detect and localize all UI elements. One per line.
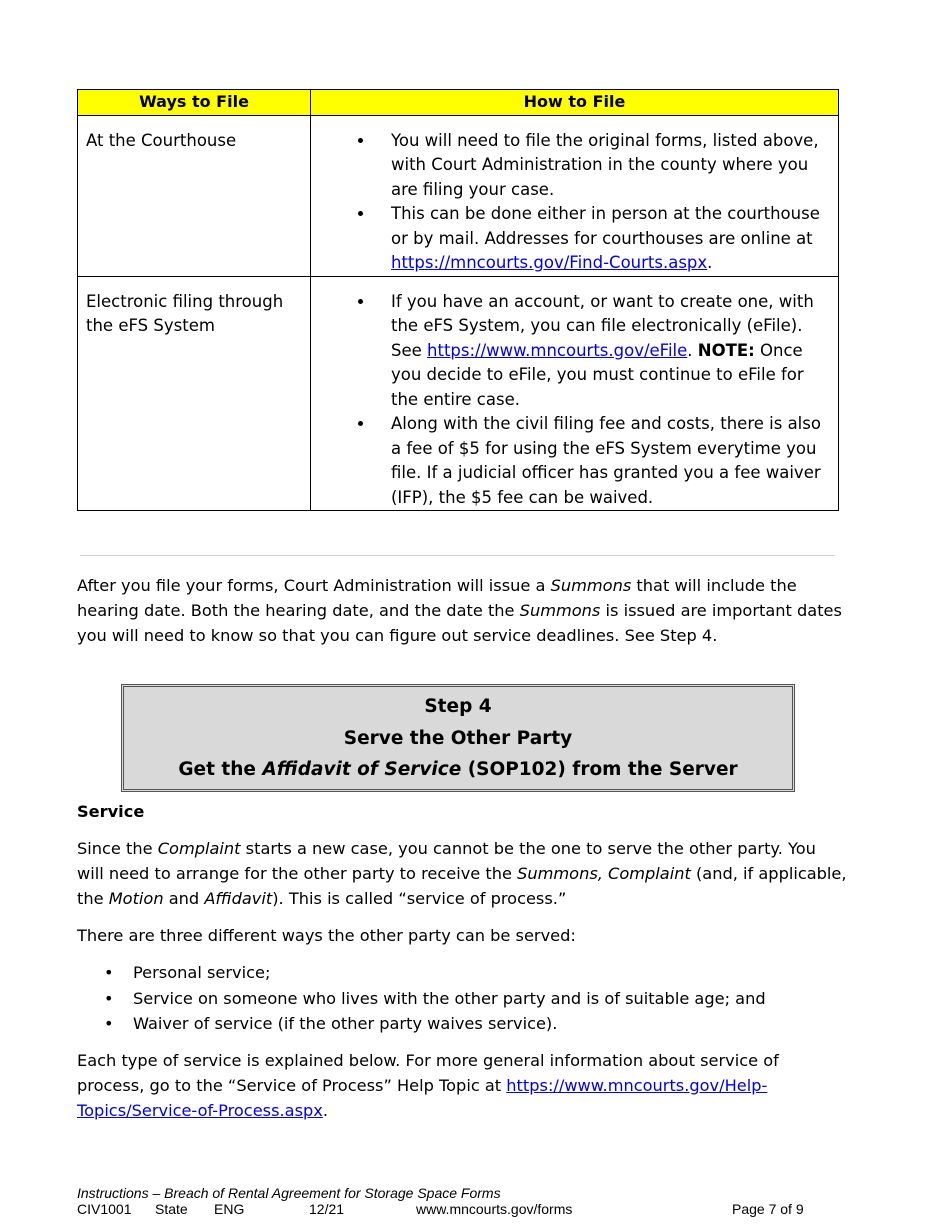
list-item-text: If you have an account, or want to create one, with the eFS System, you can file electronically (eFile). See — [391, 291, 814, 360]
italic-term: Affidavit — [204, 889, 273, 908]
ways-to-file-table — [77, 89, 839, 511]
step-subtitle-text: (SOP102) from the Server — [461, 759, 738, 780]
summons-term: Summons — [550, 576, 632, 595]
list-item-text: . — [687, 340, 698, 360]
footer-language: ENG — [214, 1201, 245, 1217]
paragraph-text: starts a new case, you cannot be the one to serve the other party. You will need to arrange for the other party to receive the — [77, 839, 816, 883]
service-heading: Service — [77, 802, 145, 821]
paragraph-text: After you file your forms, Court Administration will issue a — [77, 576, 551, 595]
footer-page-number: Page 7 of 9 — [732, 1201, 804, 1217]
paragraph-text: and — [163, 889, 205, 908]
list-item: • Waiver of service (if the other party waives service). — [77, 1011, 847, 1037]
paragraph-text: Since the — [77, 839, 158, 858]
step-subtitle-italic: Affidavit of Service — [262, 759, 462, 780]
find-courts-link[interactable]: https://mncourts.gov/Find-Courts.aspx — [391, 253, 708, 272]
italic-term: Summons, Complaint — [517, 864, 691, 883]
after-filing-paragraph — [77, 573, 847, 648]
table-row — [78, 115, 839, 276]
footer-meta — [77, 1201, 837, 1217]
table-row — [78, 276, 839, 511]
italic-term: Complaint — [157, 839, 241, 858]
step-4-banner — [121, 684, 795, 792]
list-item: • You will need to file the original forms, listed above, with Court Administration in the county where you are filing your case. — [375, 129, 822, 203]
paragraph-text: (and, if applicable, the — [77, 864, 847, 908]
how-cell — [311, 276, 839, 511]
footer-title: Instructions – Breach of Rental Agreement for Storage Space Forms — [77, 1185, 501, 1201]
footer-form-id: CIV1001 — [77, 1201, 132, 1217]
list-item: • Personal service; — [77, 960, 847, 986]
list-item-text: This can be done either in person at the courthouse or by mail. Addresses for courthouses are online at — [391, 204, 820, 248]
footer-website: www.mncourts.gov/forms — [416, 1201, 573, 1217]
paragraph-text: that will include the hearing date. Both the hearing date, and the date the — [77, 576, 797, 620]
summons-term: Summons — [519, 601, 601, 620]
table-header-row — [78, 90, 839, 116]
paragraph-text: ). This is called “service of process.” — [272, 889, 567, 908]
service-paragraph-2: There are three different ways the other party can be served: — [77, 926, 576, 945]
way-cell: Electronic filing through the eFS System — [78, 276, 311, 511]
step-subtitle — [124, 754, 792, 786]
paragraph-text: is issued are important dates you will need to know so that you can figure out service deadlines. See Step 4. — [77, 601, 842, 645]
list-item-text: Once you decide to eFile, you must continue to eFile for the entire case. — [391, 340, 804, 409]
step-number: Step 4 — [424, 696, 492, 717]
how-cell — [311, 115, 839, 276]
service-of-process-link[interactable]: https://www.mncourts.gov/Help-Topics/Service-of-Process.aspx — [77, 1076, 768, 1120]
step-title: Serve the Other Party — [343, 727, 573, 749]
note-label: NOTE: — [697, 340, 755, 360]
service-types-list — [77, 960, 847, 1037]
list-item: • Service on someone who lives with the other party and is of suitable age; and — [77, 986, 847, 1012]
page-footer — [77, 1185, 837, 1217]
service-paragraph-3 — [77, 1048, 847, 1123]
step-subtitle-text: Get the — [178, 759, 263, 780]
how-list — [311, 129, 822, 276]
list-item — [375, 290, 822, 413]
list-item: • Along with the civil filing fee and costs, there is also a fee of $5 for using the eFS System everytime you file. If a judicial officer has granted you a fee waiver (IFP), the $5 fee can be waived. — [375, 412, 822, 510]
section-divider — [80, 555, 835, 556]
header-ways-to-file: Ways to File — [78, 90, 311, 116]
paragraph-text: Each type of service is explained below. For more general information about service of process, go to the “Service of Process” Help Topic at — [77, 1051, 779, 1095]
way-cell: At the Courthouse — [78, 115, 311, 276]
footer-jurisdiction: State — [155, 1201, 188, 1217]
header-how-to-file: How to File — [311, 90, 839, 116]
how-list — [311, 290, 822, 511]
italic-term: Motion — [108, 889, 164, 908]
efile-link[interactable]: https://www.mncourts.gov/eFile — [427, 340, 688, 360]
list-item — [375, 202, 822, 276]
footer-date: 12/21 — [309, 1201, 345, 1217]
list-item-text: . — [707, 253, 713, 272]
paragraph-text: . — [322, 1101, 329, 1120]
service-paragraph-1 — [77, 836, 847, 911]
